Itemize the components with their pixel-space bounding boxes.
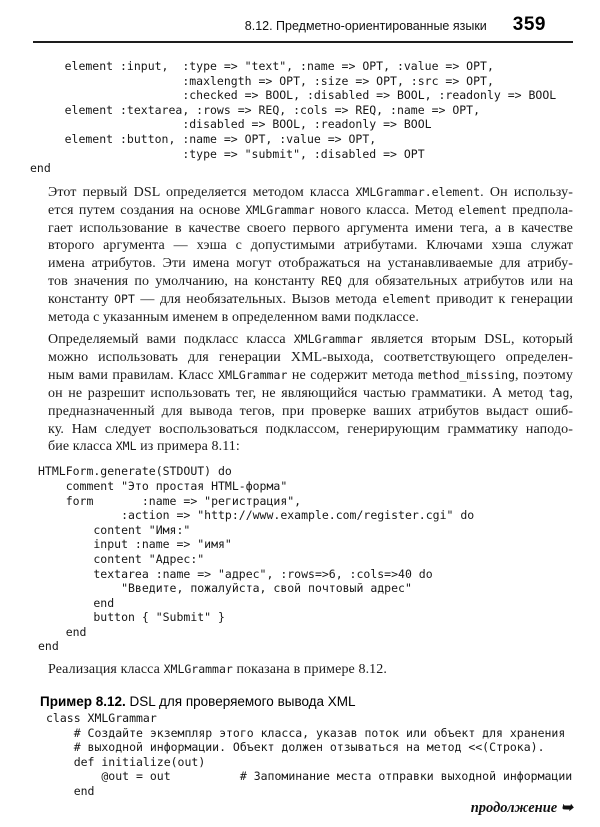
code-line: :action => "http://www.example.com/register.cgi" do — [38, 508, 475, 523]
code-line: :type => "submit", :disabled => OPT — [30, 146, 425, 161]
text-line — [48, 385, 573, 403]
text-run: Определяемый вами подкласс класса — [48, 332, 294, 347]
code-line: end — [46, 783, 95, 798]
inline-code: XML — [115, 439, 137, 454]
text-run: из примера 8.11: — [136, 439, 240, 455]
text-line — [48, 309, 573, 327]
text-line — [48, 291, 573, 309]
text-run: второго аргумента — хэша с допустимыми атрибутами. Ключами хэша служат — [48, 238, 573, 254]
running-head-section-title: 8.12. Предметно-ориентированные языки — [244, 19, 487, 33]
text-run: показана в примере 8.12. — [232, 662, 387, 678]
continuation-marker — [0, 800, 573, 817]
code-line: def initialize(out) — [46, 754, 206, 769]
code-line: end — [30, 161, 51, 176]
code-line: @out = out # Запоминание места отправки выходной информации — [46, 769, 573, 784]
text-run: константу — [48, 292, 115, 308]
code-line: input :name => "имя" — [38, 537, 232, 552]
text-run: метода с указанным именем в определенном вами подклассе. — [48, 310, 419, 326]
text-run: тов значения по умолчанию, на константу — [48, 274, 322, 290]
code-line: :disabled => BOOL, :readonly => BOOL — [30, 117, 432, 132]
inline-code: REQ — [321, 274, 342, 289]
code-block-grammar-definition — [30, 59, 600, 176]
text-line — [48, 661, 573, 679]
inline-code: OPT — [114, 292, 135, 307]
text-line — [48, 255, 573, 273]
code-block-htmlform-example — [38, 464, 600, 654]
text-line — [48, 349, 573, 367]
code-line: # Создайте экземпляр этого класса, указав поток или объект для хранения — [46, 725, 566, 740]
text-run: Реализация класса — [48, 662, 164, 678]
text-run: гает использование в качестве своего первого аргумента имени тега, а в качестве — [48, 220, 573, 236]
inline-code: XMLGrammar — [218, 367, 288, 382]
text-line — [40, 694, 573, 709]
inline-code: XMLGrammar — [245, 202, 315, 217]
text-line — [48, 273, 573, 291]
text-run: , поэтому — [515, 367, 573, 383]
inline-code: tag — [548, 385, 570, 400]
code-line: content "Адрес:" — [38, 551, 205, 566]
page-number: 359 — [512, 14, 546, 35]
code-line: content "Имя:" — [38, 522, 191, 537]
text-run: является вторым DSL, который — [362, 332, 573, 347]
inline-code: element — [458, 202, 507, 217]
inline-code: XMLGrammar — [293, 332, 363, 346]
text-run: — для необязательных. Вызов метода — [134, 292, 383, 308]
code-line: textarea :name => "адрес", :rows=>6, :cols=>40 do — [38, 566, 433, 581]
code-line: element :button, :name => OPT, :value => OPT, — [30, 131, 377, 146]
code-line: button { "Submit" } — [38, 610, 225, 625]
text-run: нового класса. Метод — [314, 202, 459, 218]
code-line: element :input, :type => "text", :name => OPT, :value => OPT, — [30, 59, 494, 73]
paragraph-implementation-note — [48, 661, 573, 679]
text-line — [48, 421, 573, 439]
text-run: приводит к генерации — [430, 292, 573, 308]
text-run: для обязательных атрибутов или на — [341, 274, 574, 290]
inline-code: XMLGrammar — [163, 662, 233, 677]
code-block-xmlgrammar-class — [46, 711, 600, 799]
text-line — [48, 202, 573, 220]
text-run: предназначенный для вывода тегов, при проверке ваших атрибутов выдаст ошиб- — [48, 403, 573, 419]
text-line — [48, 220, 573, 238]
code-line: class XMLGrammar — [46, 710, 157, 725]
text-run: он не разрешит использовать тег, не являющийся частью грамматики. А метод — [48, 385, 549, 401]
inline-code: method_missing — [418, 367, 515, 382]
code-line: end — [38, 639, 59, 654]
inline-code: element — [382, 292, 431, 307]
text-run: . Он использу- — [480, 184, 573, 200]
text-line — [48, 438, 573, 456]
listing-caption — [40, 694, 573, 709]
text-run: ку. Нам следует воспользоваться подклассом, генерирующим грамматику наподо- — [48, 421, 573, 437]
paragraph-subclass-description — [48, 331, 573, 456]
inline-code: XMLGrammar.element — [355, 184, 481, 199]
text-run: Этот первый DSL определяется методом класса — [48, 184, 356, 200]
code-line: HTMLForm.generate(STDOUT) do — [38, 464, 232, 479]
text-run: ным вами правилам. Класс — [48, 367, 219, 383]
code-line: :checked => BOOL, :disabled => BOOL, :readonly => BOOL — [30, 88, 557, 103]
text-run: можно использовать для генерации XML-выхода, соответствующего определен- — [48, 349, 573, 365]
text-run: бие класса — [48, 439, 116, 455]
text-run: предпола- — [506, 202, 573, 218]
code-line: form :name => "регистрация", — [38, 493, 302, 508]
text-run: не содержит метода — [287, 367, 419, 383]
text-line — [48, 237, 573, 255]
text-run: DSL для проверяемого вывода XML — [129, 693, 356, 709]
text-line — [48, 367, 573, 385]
text-run: Пример 8.12. — [40, 693, 130, 709]
paragraph-dsl-description — [48, 184, 573, 327]
page-header — [33, 14, 573, 43]
code-line: element :textarea, :rows => REQ, :cols => REQ, :name => OPT, — [30, 102, 481, 117]
text-line — [48, 331, 573, 349]
code-line: # выходной информации. Объект должен отзываться на метод <<(Строка). — [46, 740, 545, 755]
code-line: end — [38, 624, 87, 639]
code-line: comment "Это простая HTML-форма" — [38, 478, 288, 493]
code-line: "Введите, пожалуйста, свой почтовый адрес" — [38, 581, 412, 596]
text-run: ется путем создания на основе — [48, 202, 246, 218]
text-run: , — [569, 385, 573, 401]
continuation-text: продолжение ➥ — [470, 799, 573, 816]
text-line — [48, 403, 573, 421]
code-line: end — [38, 595, 115, 610]
text-line — [48, 184, 573, 202]
text-run: имена атрибутов. Эти имена могут отображаться на устанавливаемые для атрибу- — [48, 256, 573, 272]
code-line: :maxlength => OPT, :size => OPT, :src => OPT, — [30, 73, 494, 88]
